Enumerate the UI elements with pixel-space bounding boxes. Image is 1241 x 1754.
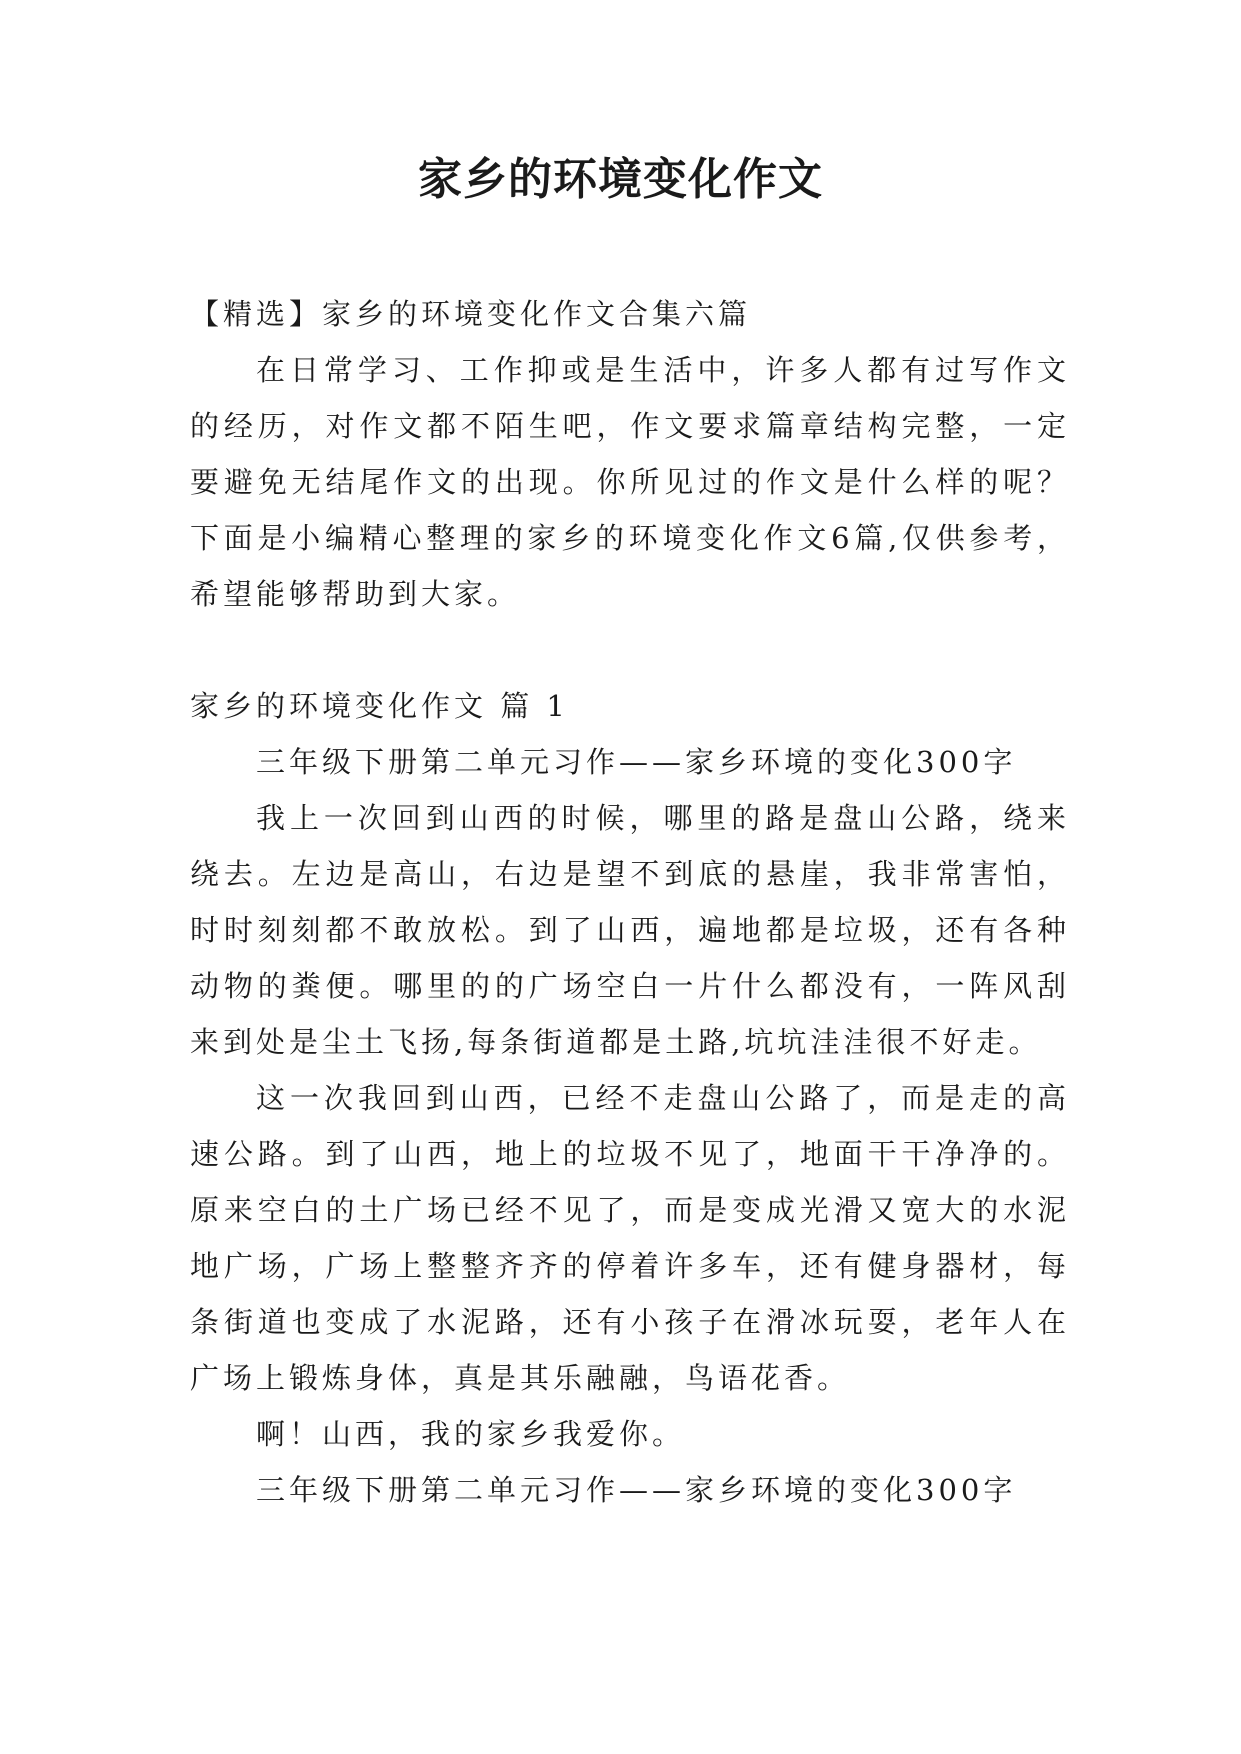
document-subtitle: 【精选】家乡的环境变化作文合集六篇 — [190, 297, 752, 331]
document-body — [190, 286, 1070, 1518]
intro-paragraph: 在日常学习、工作抑或是生活中，许多人都有过写作文的经历，对作文都不陌生吧，作文要求篇章结构完整，一定要避免无结尾作文的出现。你所见过的作文是什么样的呢？下面是小编精心整理的家乡的环境变化作文6篇,仅供参考，希望能够帮助到大家。 — [190, 353, 1070, 611]
essay-paragraph: 啊！山西，我的家乡我爱你。 — [256, 1417, 686, 1451]
essay-paragraph: 我上一次回到山西的时候，哪里的路是盘山公路，绕来绕去。左边是高山，右边是望不到底的悬崖，我非常害怕，时时刻刻都不敢放松。到了山西，遍地都是垃圾，还有各种动物的粪便。哪里的的广场空白一片什么都没有，一阵风刮来到处是尘土飞扬,每条街道都是土路,坑坑洼洼很不好走。 — [190, 801, 1070, 1059]
paragraph-gap — [190, 622, 1070, 678]
section-heading: 家乡的环境变化作文 篇 1 — [190, 689, 569, 723]
essay-paragraph: 三年级下册第二单元习作——家乡环境的变化300字 — [256, 1473, 1017, 1507]
document-title: 家乡的环境变化作文 — [418, 154, 823, 205]
essay-paragraph: 这一次我回到山西，已经不走盘山公路了，而是走的高速公路。到了山西，地上的垃圾不见了，地面干干净净的。原来空白的土广场已经不见了，而是变成光滑又宽大的水泥地广场，广场上整整齐齐的停着许多车，还有健身器材，每条街道也变成了水泥路，还有小孩子在滑冰玩耍，老年人在广场上锻炼身体，真是其乐融融，鸟语花香。 — [190, 1081, 1070, 1395]
essay-paragraph: 三年级下册第二单元习作——家乡环境的变化300字 — [256, 745, 1017, 779]
